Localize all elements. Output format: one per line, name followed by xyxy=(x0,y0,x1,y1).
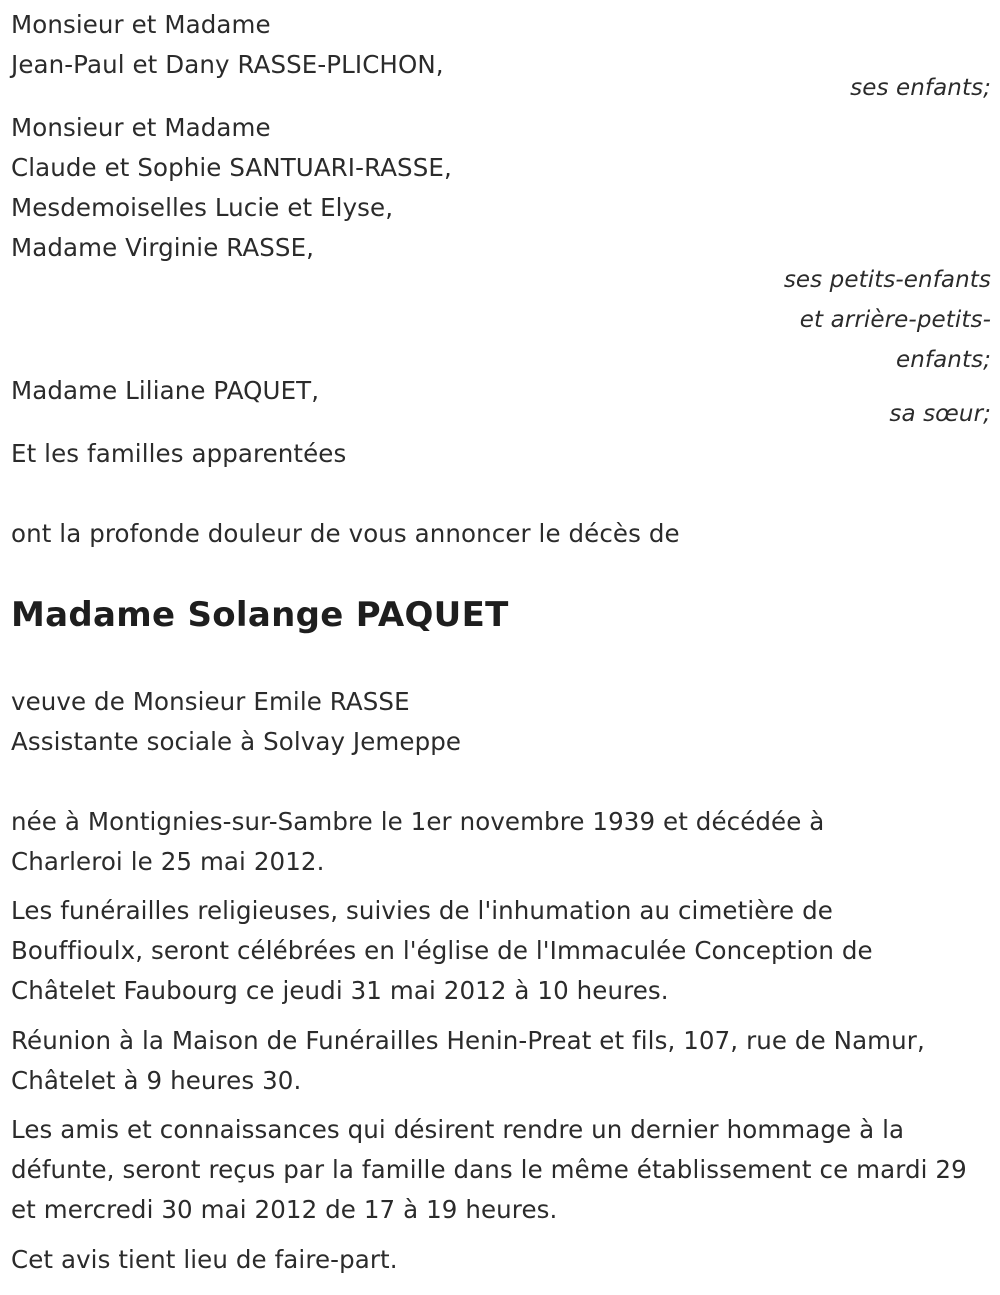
detail-line: veuve de Monsieur Emile RASSE xyxy=(11,687,410,716)
family-line: Monsieur et Madame xyxy=(11,113,271,142)
family-line: Mesdemoiselles Lucie et Elyse, xyxy=(11,193,394,222)
family-line: Jean-Paul et Dany RASSE-PLICHON, xyxy=(11,50,444,79)
relation-label: sa sœur; xyxy=(889,401,991,427)
birth-death-paragraph: née à Montignies-sur-Sambre le 1er novembre 1939 et décédée à Charleroi le 25 mai 2012. xyxy=(11,807,825,876)
relation-label: et arrière-petits- xyxy=(799,307,991,333)
funeral-paragraph: Les funérailles religieuses, suivies de l'inhumation au cimetière de Bouffioulx, seront célébrées en l'église de l'Immaculée Conception de Châtelet Faubourg ce jeudi 31 mai 2012 à 10 heures. xyxy=(11,896,873,1005)
deceased-details xyxy=(11,682,991,762)
family-line: Madame Liliane PAQUET, xyxy=(11,376,320,405)
family-line: Claude et Sophie SANTUARI-RASSE, xyxy=(11,153,452,182)
announcement-text: ont la profonde douleur de vous annoncer le décès de xyxy=(11,519,680,548)
family-line: Et les familles apparentées xyxy=(11,439,347,468)
family-line: Monsieur et Madame xyxy=(11,10,271,39)
family-group-sister xyxy=(11,371,991,434)
visitation-paragraph: Les amis et connaissances qui désirent rendre un dernier hommage à la défunte, seront reçus par la famille dans le même établissement ce mardi 29 et mercredi 30 mai 2012 de 17 à 19 heures. xyxy=(11,1115,967,1224)
detail-line: Assistante sociale à Solvay Jemeppe xyxy=(11,727,462,756)
family-group-children xyxy=(11,5,991,108)
closing-paragraph: Cet avis tient lieu de faire-part. xyxy=(11,1245,398,1274)
deceased-name: Madame Solange PAQUET xyxy=(11,595,509,635)
family-group-grandchildren xyxy=(11,108,991,380)
relation-label: enfants; xyxy=(895,347,991,373)
gathering-paragraph: Réunion à la Maison de Funérailles Henin-Preat et fils, 107, rue de Namur, Châtelet à 9 heures 30. xyxy=(11,1026,925,1095)
obituary-notice xyxy=(11,0,991,1295)
family-line: Madame Virginie RASSE, xyxy=(11,233,315,262)
relation-label: ses petits-enfants xyxy=(783,267,991,293)
relation-label: ses enfants; xyxy=(850,75,991,101)
family-group-relatives xyxy=(11,434,991,474)
